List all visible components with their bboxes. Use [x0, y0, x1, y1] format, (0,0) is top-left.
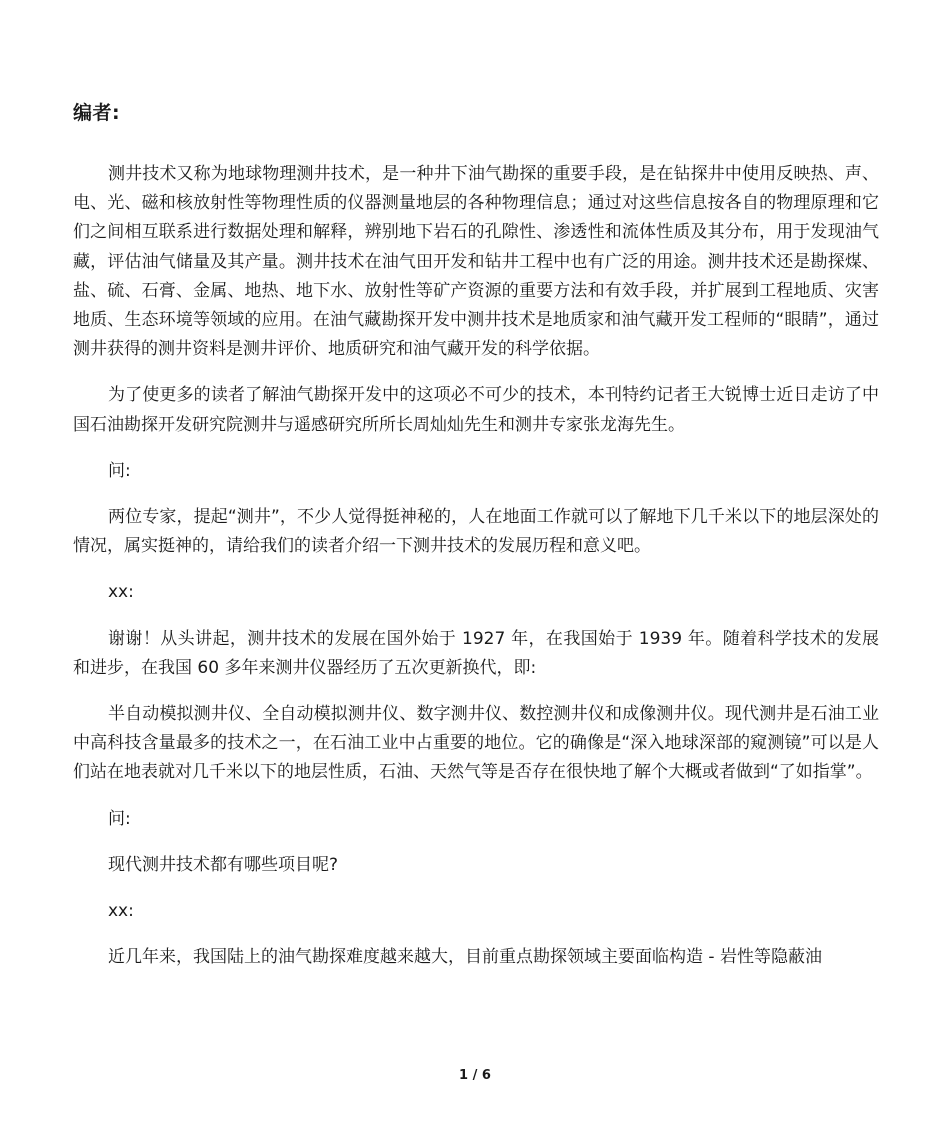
paragraph-purpose: 为了使更多的读者了解油气勘探开发中的这项必不可少的技术，本刊特约记者王大锐博士近日走访了中国石油勘探开发研究院测井与遥感研究所所长周灿灿先生和测井专家张龙海先生。: [73, 385, 879, 435]
answer-text: 半自动模拟测井仪、全自动模拟测井仪、数字测井仪、数控测井仪和成像测井仪。现代测井是石油工业中高科技含量最多的技术之一，在石油工业中占重要的地位。它的确像是“深入地球深部的窥测镜”可以是人们站在地表就对几千米以下的地层性质，石油、天然气等是否存在很快地了解个大概或者做到“了如指掌”。: [73, 704, 879, 783]
answer-label: xx:: [108, 582, 134, 603]
answer-text: 谢谢！从头讲起，测井技术的发展在国外始于 1927 年，在我国始于 1939 年。随着科学技术的发展和进步，在我国 60 多年来测井仪器经历了五次更新换代，即:: [73, 628, 879, 678]
question-text: 现代测井技术都有哪些项目呢?: [108, 854, 339, 875]
answer-text: 近几年来，我国陆上的油气勘探难度越来越大，目前重点勘探领域主要面临构造 - 岩性等隐蔽油: [108, 947, 822, 968]
question-label: 问:: [108, 808, 131, 829]
editor-heading: 编者:: [73, 102, 121, 124]
question-text: 两位专家，提起“测井”，不少人觉得挺神秘的，人在地面工作就可以了解地下几千米以下的地层深处的情况，属实挺神的，请给我们的读者介绍一下测井技术的发展历程和意义吧。: [73, 507, 879, 557]
answer-label: xx:: [108, 901, 134, 922]
paragraph-intro: 测井技术又称为地球物理测井技术，是一种井下油气勘探的重要手段，是在钻探井中使用反映热、声、电、光、磁和核放射性等物理性质的仪器测量地层的各种物理信息；通过对这些信息按各自的物理原理和它们之间相互联系进行数据处理和解释，辨别地下岩石的孔隙性、渗透性和流体性质及其分布，用于发现油气藏，评估油气储量及其产量。测井技术在油气田开发和钻井工程中也有广泛的用途。测井技术还是勘探煤、盐、硫、石膏、金属、地热、地下水、放射性等矿产资源的重要方法和有效手段，并扩展到工程地质、灾害地质、生态环境等领域的应用。在油气藏勘探开发中测井技术是地质家和油气藏开发工程师的“眼睛”，通过测井获得的测井资料是测井评价、地质研究和油气藏开发的科学依据。: [73, 164, 879, 360]
question-label: 问:: [108, 460, 131, 481]
article-body: [73, 160, 879, 989]
page-number: 1 / 6: [459, 1068, 491, 1083]
